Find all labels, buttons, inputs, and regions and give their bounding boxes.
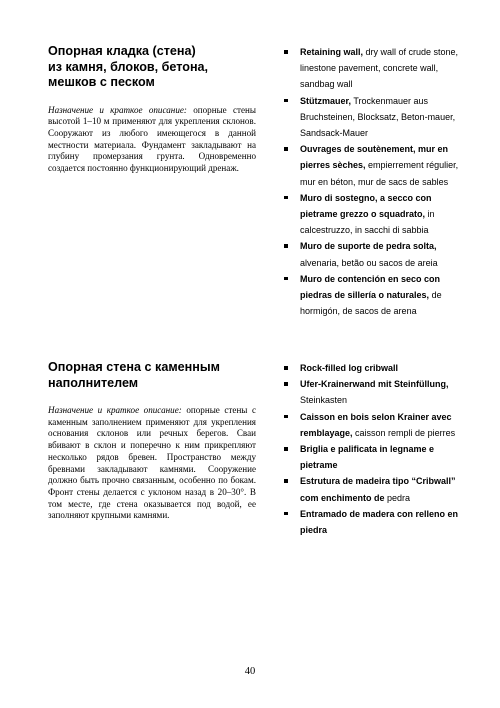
term-list	[284, 360, 460, 538]
term-bold: Estrutura de madeira tipo “Cribwall” com enchimento de	[300, 476, 456, 503]
bullet-icon	[284, 50, 288, 54]
term-rest: in calcestruzzo, in sacchi di sabbia	[300, 209, 435, 236]
term-bold: Muro de suporte de pedra solta,	[300, 241, 437, 252]
term-bold: Ouvrages de soutènement, mur en pierres sèches,	[300, 144, 449, 171]
term-bold: Muro di sostegno, a secco con pietrame grezzo o squadrato,	[300, 192, 432, 220]
term-bold: Muro de contención en seco con piedras de sillería o naturales,	[300, 273, 441, 301]
bullet-icon	[284, 147, 288, 151]
bullet-icon	[284, 277, 288, 281]
title-line: Опорная кладка (стена)	[48, 44, 196, 58]
term-rest: dry wall of crude stone, linestone pavement, concrete wall, sandbag wall	[300, 47, 459, 90]
term-item	[284, 141, 460, 190]
term-bold: Caisson en bois selon Krainer avec remblayage,	[300, 411, 452, 438]
term-item	[284, 44, 460, 93]
term-item	[284, 271, 460, 320]
section-description	[48, 405, 256, 522]
term-item	[284, 93, 460, 142]
term-bold: Entramado de madera con relleno en piedra	[300, 508, 459, 536]
term-rest: Trockenmauer aus Bruchsteinen, Blocksatz, Beton-mauer, Sandsack-Mauer	[300, 95, 456, 139]
term-bold: Retaining wall,	[300, 47, 364, 57]
term-item	[284, 238, 460, 270]
term-bold: Rock-filled log cribwall	[300, 363, 399, 373]
term-item	[284, 190, 460, 239]
section-title	[48, 44, 256, 91]
section-title	[48, 360, 256, 391]
bullet-icon	[284, 244, 288, 248]
description-body: опорные стены высотой 1–10 м применяют для укрепления склонов. Сооружают из любого имеющегося в данной местности материала. Фундамент закладывают на глубину промерзания грунта. Одновременно создается постоянно функционирующий дренаж.	[48, 104, 257, 174]
title-line: наполнителем	[48, 375, 139, 390]
term-rest: pedra	[384, 492, 411, 503]
term-rest: caisson rempli de pierres	[352, 427, 456, 438]
bullet-icon	[284, 382, 288, 386]
title-line: из камня, блоков, бетона,	[48, 59, 209, 74]
right-column	[284, 44, 460, 319]
term-rest: Steinkasten	[300, 395, 348, 406]
term-item	[284, 441, 460, 473]
page-number: 40	[244, 666, 256, 677]
term-rest: alvenaria, betão ou sacos de areia	[300, 257, 438, 268]
title-line: мешков с песком	[48, 75, 155, 89]
bullet-icon	[284, 415, 288, 419]
term-item	[284, 360, 460, 376]
right-column	[284, 360, 460, 538]
description-lead: Назначение и краткое описание:	[48, 104, 187, 115]
term-item	[284, 473, 460, 505]
term-rest: empierrement régulier, mur en béton, mur de sacs de sables	[300, 160, 459, 187]
title-line: Опорная стена с каменным	[48, 360, 220, 374]
description-lead: Назначение и краткое описание:	[48, 405, 182, 415]
bullet-icon	[284, 196, 288, 200]
bullet-icon	[284, 512, 288, 516]
description-body: опорные стены с каменным заполнением применяют для укрепления основания склонов или речных берегов. Сваи вбивают в склон и поперечно к ним прикрепляют несколько рядов бревен. Пространство между бревнами закладывают камнями. Сооружение должно быть прочно связанным, особенно по бокам. Фронт стены делается с уклоном назад в 20–30°. В том месте, где стена оказывается под водой, ее заполняют крупными камнями.	[48, 405, 257, 521]
left-column	[48, 44, 256, 175]
left-column	[48, 360, 256, 522]
term-rest: de hormigón, de sacos de arena	[300, 290, 442, 317]
bullet-icon	[284, 447, 288, 451]
term-bold: Ufer-Krainerwand mit Steinfüllung,	[300, 379, 449, 390]
term-list	[284, 44, 460, 319]
bullet-icon	[284, 479, 288, 483]
term-item	[284, 409, 460, 441]
bullet-icon	[284, 99, 288, 103]
section-description	[48, 105, 256, 175]
term-bold: Briglia e palificata in legname e pietrame	[300, 444, 435, 471]
term-item	[284, 506, 460, 538]
bullet-icon	[284, 366, 288, 370]
term-item	[284, 376, 460, 408]
term-bold: Stützmauer,	[300, 95, 352, 106]
